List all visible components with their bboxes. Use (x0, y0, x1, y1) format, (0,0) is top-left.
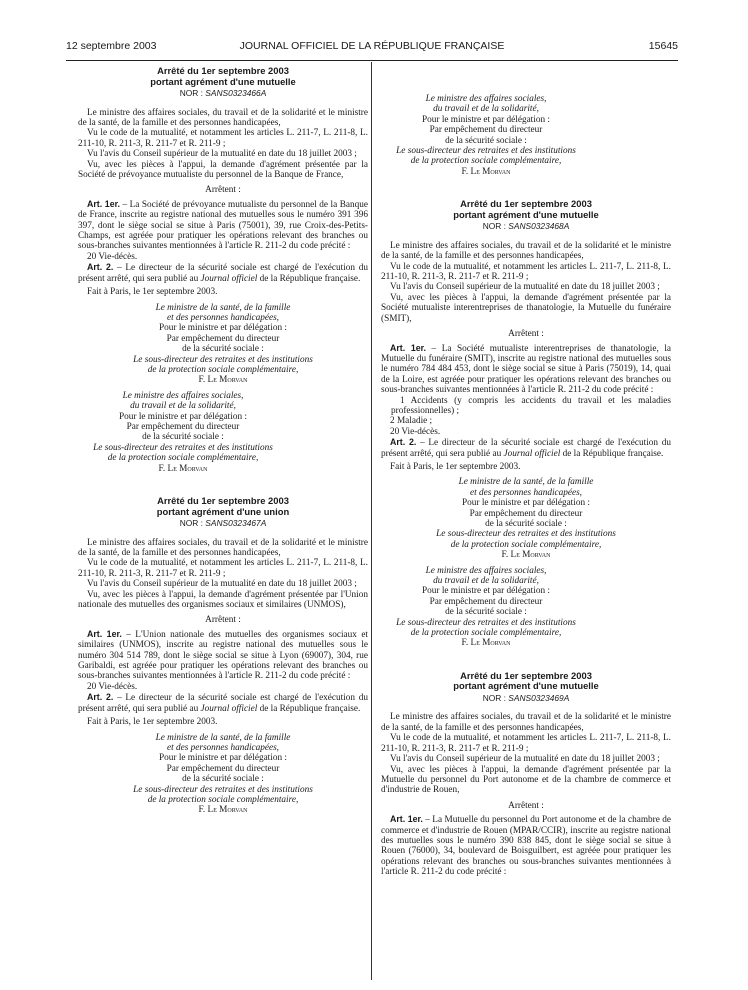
page-header (66, 40, 678, 56)
done-at: Fait à Paris, le 1er septembre 2003. (87, 717, 218, 728)
nor-reference: NOR : SANS0323467A (179, 518, 267, 529)
done-at: Fait à Paris, le 1er septembre 2003. (390, 461, 521, 472)
article-2: Art. 2. – Le directeur de la sécurité sociale est chargé de l'exécution du présent arrêté, qui sera publié au Journal officiel de la République française. (381, 437, 671, 459)
preamble-request: Vu, avec les pièces à l'appui, la demande d'agrément présentée par la Société de prévoyance mutualiste du personnel de la Banque de France, (78, 159, 368, 181)
nor-reference: NOR : SANS0323469A (482, 693, 570, 704)
article-1-item: 1 Accidents (y compris les accidents du travail et les maladies professionnelles) ; (391, 395, 671, 416)
column-divider (371, 62, 372, 980)
article-1: Art. 1er. – La Mutuelle du personnel du Port autonome et de la chambre de commerce et d'industrie de Rouen (MPAR/CCIR), inscrite au registre national des mutuelles sous le numéro 390 838 845, dont le siège social se situe à Rouen (76000), 34, boulevard de Boisguilbert, est agréée pour pratiquer les opérations relevant des branches ou sous-branches suivantes mentionnées à l'article R. 211-2 du code précité : (381, 814, 671, 878)
preamble-ministers: Le ministre des affaires sociales, du travail et de la solidarité et le ministre de la santé, de la famille et des personnes handicapées, (381, 240, 671, 262)
nor-reference: NOR : SANS0323466A (179, 88, 267, 99)
decree-title: Arrêté du 1er septembre 2003 portant agrément d'une mutuelle (150, 65, 296, 87)
decree-4 (381, 671, 671, 878)
preamble-avis: Vu l'avis du Conseil supérieur de la mutualité en date du 18 juillet 2003 ; (390, 754, 660, 765)
signature-block: Le ministre des affaires sociales, du travail et de la solidarité, Pour le ministre et par délégation : Par empêchement du directeur de la sécurité sociale : Le sous-directeur des retraites et des institutions de la protection sociale complémentaire, F. Le Morvan (396, 565, 576, 649)
signature-block: Le ministre des affaires sociales, du travail et de la solidarité, Pour le ministre et par délégation : Par empêchement du directeur de la sécurité sociale : Le sous-directeur des retraites et des institutions de la protection sociale complémentaire, F. Le Morvan (93, 390, 273, 474)
preamble-code: Vu le code de la mutualité, et notamment les articles L. 211-7, L. 211-8, L. 211-10, R. 211-3, R. 211-7 et R. 211-9 ; (78, 128, 368, 149)
decree-2 (78, 496, 368, 816)
preamble-ministers: Le ministre des affaires sociales, du travail et de la solidarité et le ministre de la santé, de la famille et des personnes handicapées, (381, 712, 671, 733)
article-1-item: 20 Vie-décès. (87, 681, 138, 692)
preamble-request: Vu, avec les pièces à l'appui, la demande d'agrément présentée par la Mutuelle du personnel du Port autonome et de la chambre de commerce et d'industrie de Rouen, (381, 764, 671, 796)
preamble-code: Vu le code de la mutualité, et notamment les articles L. 211-7, L. 211-8, L. 211-10, R. 211-3, R. 211-7 et R. 211-9 ; (78, 558, 368, 579)
article-1-item: 20 Vie-décès. (87, 251, 138, 262)
decree-title: Arrêté du 1er septembre 2003 portant agrément d'une mutuelle (453, 669, 599, 692)
signature-block: Le ministre de la santé, de la famille et des personnes handicapées, Pour le ministre et par délégation : Par empêchement du directeur de la sécurité sociale : Le sous-directeur des retraites et des institutions de la protection sociale complémentaire, F. Le Morvan (133, 302, 313, 386)
preamble-ministers: Le ministre des affaires sociales, du travail et de la solidarité et le ministre de la santé, de la famille et des personnes handicapées, (78, 107, 368, 128)
preamble-request: Vu, avec les pièces à l'appui, la demande d'agrément présentée par l'Union nationale des mutuelles des organismes sociaux et similaires (UNMOS), (78, 589, 368, 611)
preamble-request: Vu, avec les pièces à l'appui, la demande d'agrément présentée par la Société mutualiste interentreprises de thanatologie, la Mutuelle du funéraire (SMIT), (381, 292, 671, 324)
nor-reference: NOR : SANS0323468A (482, 221, 570, 232)
arretent-heading: Arrêtent : (205, 615, 241, 626)
article-1: Art. 1er. – La Société de prévoyance mutualiste du personnel de la Banque de France, inscrite au registre national des mutuelles sous le numéro 391 396 397, dont le siège social se situe à Paris (75001), 39, rue Croix-des-Petits-Champs, est agréée pour pratiquer les opérations relevant des branches ou sous-branches suivantes mentionnées à l'article R. 211-2 du code précité : (78, 198, 369, 252)
left-column (78, 66, 368, 816)
arretent-heading: Arrêtent : (508, 800, 544, 811)
preamble-avis: Vu l'avis du Conseil supérieur de la mutualité en date du 18 juillet 2003 ; (87, 579, 357, 590)
decree-title: Arrêté du 1er septembre 2003 portant agrément d'une mutuelle (453, 198, 599, 220)
right-column (381, 94, 671, 878)
preamble-avis: Vu l'avis du Conseil supérieur de la mutualité en date du 18 juillet 2003 ; (87, 149, 357, 160)
page-number: 15645 (648, 40, 678, 52)
signature-block: Le ministre de la santé, de la famille et des personnes handicapées, Pour le ministre et par délégation : Par empêchement du directeur de la sécurité sociale : Le sous-directeur des retraites et des institutions de la protection sociale complémentaire, F. Le Morvan (436, 477, 616, 561)
article-1-item: 20 Vie-décès. (390, 426, 441, 437)
preamble-code: Vu le code de la mutualité, et notamment les articles L. 211-7, L. 211-8, L. 211-10, R. 211-3, R. 211-7 et R. 211-9 ; (381, 733, 671, 754)
preamble-ministers: Le ministre des affaires sociales, du travail et de la solidarité et le ministre de la santé, de la famille et des personnes handicapées, (78, 537, 368, 558)
header-rule (66, 60, 678, 61)
preamble-code: Vu le code de la mutualité, et notamment les articles L. 211-7, L. 211-8, L. 211-10, R. 211-3, R. 211-7 et R. 211-9 ; (381, 261, 671, 283)
article-1: Art. 1er. – La Société mutualiste interentreprises de thanatologie, la Mutuelle du funéraire (SMIT), inscrite au registre national des mutuelles sous le numéro 784 484 453, dont le siège social se situe à Paris (75019), 14, quai de la Loire, est agréée pour pratiquer les opérations relevant des branches ou sous-branches suivantes mentionnées à l'article R. 211-2 du code précité : (381, 342, 671, 396)
signature-block-continued: Le ministre des affaires sociales, du travail et de la solidarité, Pour le ministre et par délégation : Par empêchement du directeur de la sécurité sociale : Le sous-directeur des retraites et des institutions de la protection sociale complémentaire, F. Le Morvan (396, 94, 576, 177)
header-date: 12 septembre 2003 (66, 40, 157, 52)
article-2: Art. 2. – Le directeur de la sécurité sociale est chargé de l'exécution du présent arrêté, qui sera publié au Journal officiel de la République française. (78, 692, 368, 714)
signature-block: Le ministre de la santé, de la famille et des personnes handicapées, Pour le ministre et par délégation : Par empêchement du directeur de la sécurité sociale : Le sous-directeur des retraites et des institutions de la protection sociale complémentaire, F. Le Morvan (133, 732, 313, 816)
article-2: Art. 2. – Le directeur de la sécurité sociale est chargé de l'exécution du présent arrêté, qui sera publié au Journal officiel de la République française. (78, 262, 368, 284)
arretent-heading: Arrêtent : (205, 185, 241, 196)
journal-title: JOURNAL OFFICIEL DE LA RÉPUBLIQUE FRANÇAISE (239, 40, 505, 52)
preamble-avis: Vu l'avis du Conseil supérieur de la mutualité en date du 18 juillet 2003 ; (390, 282, 660, 293)
article-1-item: 2 Maladie ; (390, 416, 433, 427)
decree-1 (78, 66, 368, 474)
article-1: Art. 1er. – L'Union nationale des mutuelles des organismes sociaux et similaires (UNMOS), inscrite au registre national des mutuelles sous le numéro 304 514 789, dont le siège social se situe à Lyon (69007), 304, rue Garibaldi, est agréée pour pratiquer les opérations relevant des branches ou sous-branches suivantes mentionnées à l'article R. 211-2 du code précité : (78, 628, 368, 682)
arretent-heading: Arrêtent : (508, 329, 544, 340)
done-at: Fait à Paris, le 1er septembre 2003. (87, 287, 218, 298)
decree-title: Arrêté du 1er septembre 2003 portant agrément d'une union (156, 495, 290, 517)
decree-3 (381, 199, 671, 649)
